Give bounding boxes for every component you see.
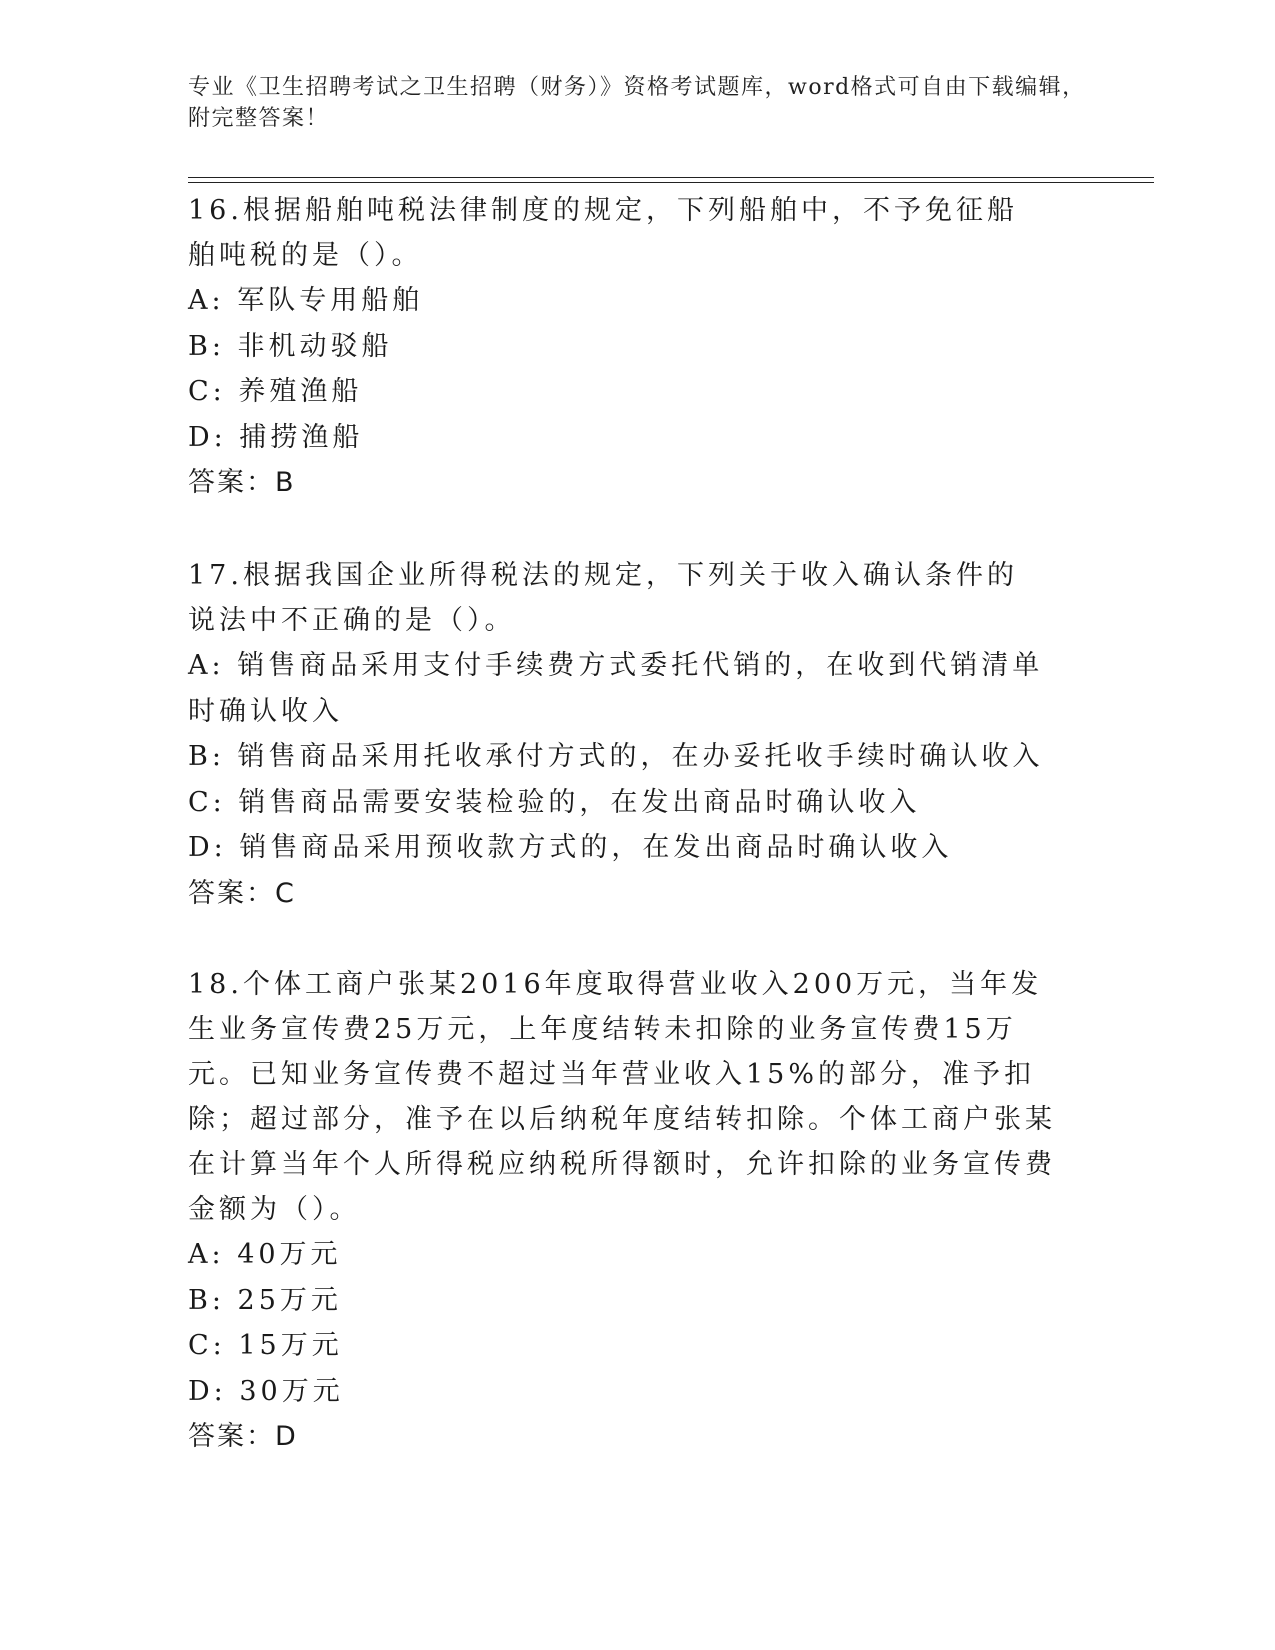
header-rule-top: [188, 177, 1154, 178]
question-17: [188, 553, 1088, 916]
option-b: [188, 324, 1088, 370]
option-key: B:: [188, 330, 225, 362]
option-c: [188, 780, 1088, 826]
answer: 答案：C: [188, 877, 296, 909]
option-d: [188, 825, 1088, 871]
option-text: 销售商品采用预收款方式的，在发出商品时确认收入: [239, 832, 953, 863]
option-key: C:: [188, 1330, 226, 1361]
option-text: 非机动驳船: [237, 330, 393, 362]
option-a: [188, 278, 1088, 324]
option-c: [188, 369, 1088, 415]
option-b: [188, 734, 1088, 780]
option-d: [188, 415, 1088, 461]
option-key: D:: [188, 1375, 227, 1407]
option-text: 销售商品需要安装检验的，在发出商品时确认收入: [238, 786, 921, 818]
option-text: 销售商品采用托收承付方式的，在办妥托收手续时确认收入: [237, 741, 1044, 772]
question-16: [188, 188, 1088, 505]
option-key: A:: [188, 285, 225, 316]
option-d: [188, 1369, 1088, 1415]
option-key: B:: [188, 1284, 225, 1316]
option-a: [188, 643, 1048, 734]
option-b: [188, 1278, 1088, 1324]
option-key: C:: [188, 376, 226, 407]
answer: 答案：D: [188, 1421, 298, 1452]
option-key: C:: [188, 786, 226, 818]
option-key: D:: [188, 421, 227, 453]
header-rule-bottom: [188, 182, 1154, 183]
question-text: 16.根据船舶吨税法律制度的规定，下列船舶中，不予免征船舶吨税的是（）。: [188, 195, 1018, 271]
document-header: 专业《卫生招聘考试之卫生招聘（财务）》资格考试题库，word格式可自由下载编辑，附完整答案！: [188, 75, 1086, 131]
option-text: 销售商品采用支付手续费方式委托代销的，在收到代销清单时确认收入: [188, 650, 1044, 727]
option-text: 军队专用船舶: [237, 285, 424, 316]
option-key: B:: [188, 741, 225, 772]
option-text: 15万元: [238, 1330, 343, 1361]
option-key: A:: [188, 1239, 225, 1270]
option-c: [188, 1323, 1088, 1369]
option-text: 25万元: [237, 1284, 342, 1316]
option-key: D:: [188, 832, 227, 863]
answer: 答案：B: [188, 467, 296, 498]
option-key: A:: [188, 650, 225, 681]
option-a: [188, 1232, 1088, 1278]
option-text: 30万元: [239, 1375, 344, 1407]
option-text: 40万元: [237, 1239, 342, 1270]
option-text: 养殖渔船: [238, 376, 363, 407]
option-text: 捕捞渔船: [239, 421, 364, 453]
question-text: 17.根据我国企业所得税法的规定，下列关于收入确认条件的说法中不正确的是（）。: [188, 560, 1018, 636]
question-18: [188, 962, 1088, 1459]
question-text: 18.个体工商户张某2016年度取得营业收入200万元，当年发生业务宣传费25万元，上年度结转未扣除的业务宣传费15万元。已知业务宣传费不超过当年营业收入15%的部分，准予扣除；超过部分，准予在以后纳税年度结转扣除。个体工商户张某在计算当年个人所得税应纳税所得额时，允许扣除的业务宣传费金额为（）。: [188, 969, 1056, 1225]
